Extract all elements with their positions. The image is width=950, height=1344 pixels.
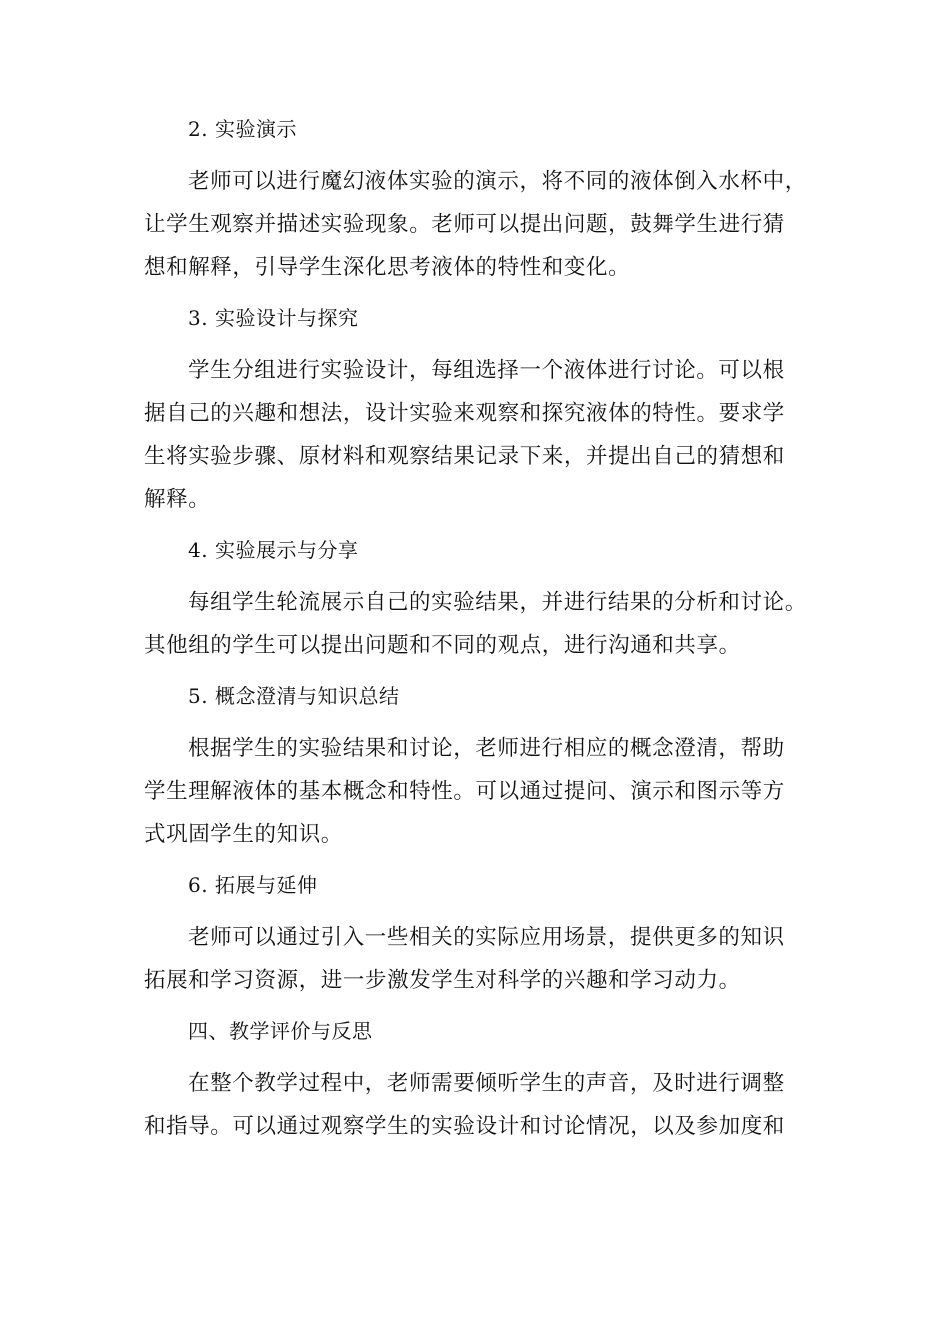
paragraph-line: 让学生观察并描述实验现象。老师可以提出问题，鼓舞学生进行猜 — [144, 212, 785, 237]
heading-experiment-demo: 2. 实验演示 — [188, 117, 297, 141]
para-evaluation — [144, 1062, 804, 1148]
para-concept-summary — [144, 727, 804, 856]
heading-concept-summary: 5. 概念澄清与知识总结 — [188, 684, 400, 708]
heading-evaluation: 四、教学评价与反思 — [188, 1019, 373, 1043]
document-body — [144, 108, 807, 1156]
paragraph-line: 据自己的兴趣和想法，设计实验来观察和探究液体的特性。要求学 — [144, 401, 785, 426]
paragraph-line: 老师可以进行魔幻液体实验的演示，将不同的液体倒入水杯中， — [188, 169, 807, 194]
paragraph-line: 解释。 — [144, 487, 211, 512]
paragraph-line: 生将实验步骤、原材料和观察结果记录下来，并提出自己的猜想和 — [144, 444, 785, 469]
paragraph-line: 式巩固学生的知识。 — [144, 822, 343, 847]
paragraph-line: 和指导。可以通过观察学生的实验设计和讨论情况，以及参加度和 — [144, 1114, 785, 1139]
heading-experiment-design: 3. 实验设计与探究 — [188, 306, 359, 330]
paragraph-line: 老师可以通过引入一些相关的实际应用场景，提供更多的知识 — [188, 925, 785, 950]
para-experiment-demo — [144, 160, 807, 289]
paragraph-line: 根据学生的实验结果和讨论，老师进行相应的概念澄清，帮助 — [188, 736, 785, 761]
para-extension — [144, 916, 804, 1002]
paragraph-line: 拓展和学习资源，进一步激发学生对科学的兴趣和学习动力。 — [144, 968, 741, 993]
paragraph-line: 学生分组进行实验设计，每组选择一个液体进行讨论。可以根 — [188, 358, 785, 383]
paragraph-line: 学生理解液体的基本概念和特性。可以通过提问、演示和图示等方 — [144, 779, 785, 804]
paragraph-line: 其他组的学生可以提出问题和不同的观点，进行沟通和共享。 — [144, 633, 741, 658]
paragraph-line: 每组学生轮流展示自己的实验结果，并进行结果的分析和讨论。 — [188, 590, 807, 615]
heading-experiment-share: 4. 实验展示与分享 — [188, 538, 359, 562]
heading-extension: 6. 拓展与延伸 — [188, 873, 318, 897]
para-experiment-design — [144, 349, 804, 521]
paragraph-line: 想和解释，引导学生深化思考液体的特性和变化。 — [144, 255, 631, 280]
paragraph-line: 在整个教学过程中，老师需要倾听学生的声音，及时进行调整 — [188, 1071, 785, 1096]
para-experiment-share — [144, 581, 807, 667]
